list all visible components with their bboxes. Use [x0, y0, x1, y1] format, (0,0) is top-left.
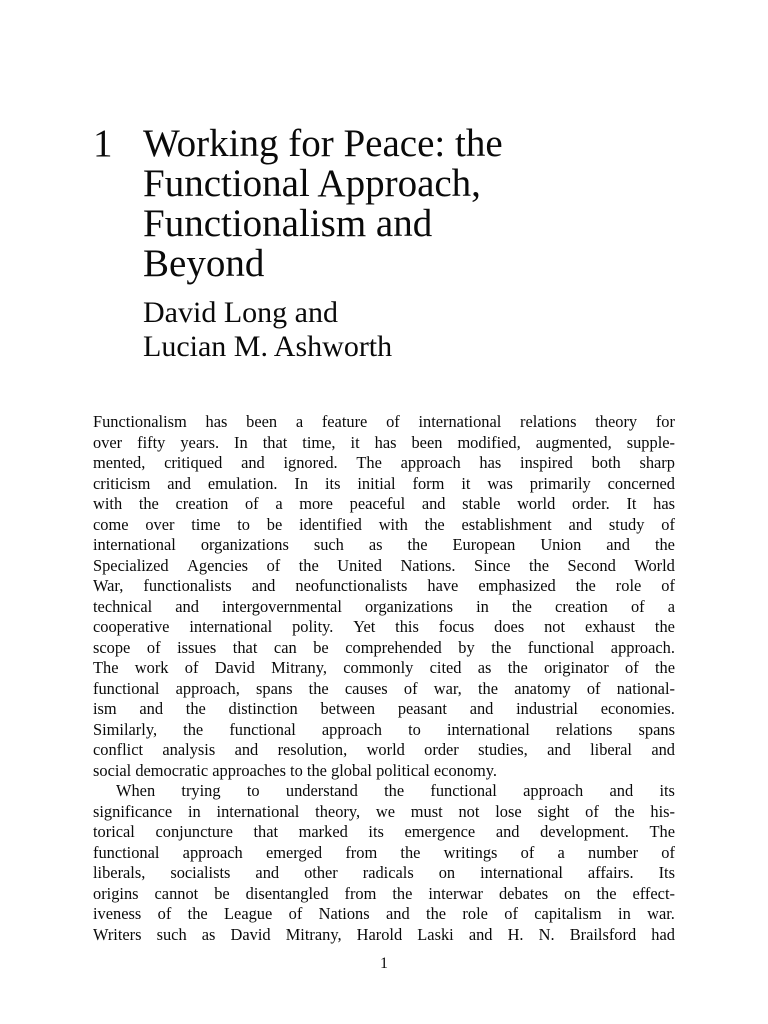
text-line: torical conjuncture that marked its emergence and development. The: [93, 822, 675, 841]
text-line: scope of issues that can be comprehended by the functional approach.: [93, 637, 675, 657]
text-line: significance in international theory, we must not lose sight of the his-: [93, 801, 675, 821]
text-line: come over time to be identified with the establishment and study of: [93, 514, 675, 534]
chapter-title-line: Beyond: [143, 242, 265, 285]
text-line: with the creation of a more peaceful and stable world order. It has: [93, 494, 675, 513]
text-line: Similarly, the functional approach to international relations spans: [93, 719, 675, 739]
text-line: criticism and emulation. In its initial form it was primarily concerned: [93, 473, 675, 493]
chapter-title: [143, 124, 703, 284]
author-line: David Long and: [143, 296, 338, 329]
text-line: Functionalism has been a feature of international relations theory for: [93, 412, 675, 431]
text-line: functional approach emerged from the writings of a number of: [93, 842, 675, 862]
text-line: iveness of the League of Nations and the role of capitalism in war.: [93, 904, 675, 923]
text-line: conflict analysis and resolution, world order studies, and liberal and: [93, 740, 675, 759]
text-line: origins cannot be disentangled from the interwar debates on the effect-: [93, 883, 675, 903]
body-text: [93, 412, 675, 945]
author-line: Lucian M. Ashworth: [143, 330, 393, 363]
text-line: international organizations such as the European Union and the: [93, 535, 675, 554]
text-line: Specialized Agencies of the United Nations. Since the Second World: [93, 555, 675, 575]
paragraph: [93, 412, 675, 781]
paragraph: [93, 781, 675, 945]
text-line: technical and intergovernmental organizations in the creation of a: [93, 596, 675, 616]
text-line: War, functionalists and neofunctionalists have emphasized the role of: [93, 576, 675, 595]
text-line: Writers such as David Mitrany, Harold Laski and H. N. Brailsford had: [93, 924, 675, 944]
text-line: cooperative international polity. Yet this focus does not exhaust the: [93, 617, 675, 636]
text-line: The work of David Mitrany, commonly cited as the originator of the: [93, 658, 675, 677]
text-line: over fifty years. In that time, it has been modified, augmented, supple-: [93, 432, 675, 452]
text-line: social democratic approaches to the global political economy.: [93, 760, 498, 780]
text-line: When trying to understand the functional approach and its: [116, 781, 675, 800]
chapter-title-line: Working for Peace: the: [143, 122, 503, 165]
chapter-authors: [143, 296, 392, 364]
chapter-title-line: Functionalism and: [143, 202, 433, 245]
page-number: 1: [380, 955, 388, 972]
text-line: functional approach, spans the causes of war, the anatomy of national-: [93, 678, 675, 698]
text-line: ism and the distinction between peasant and industrial economies.: [93, 699, 675, 718]
chapter-number: 1: [93, 122, 113, 165]
text-line: liberals, socialists and other radicals on international affairs. Its: [93, 863, 675, 882]
chapter-title-line: Functional Approach,: [143, 162, 481, 205]
text-line: mented, critiqued and ignored. The approach has inspired both sharp: [93, 453, 675, 472]
